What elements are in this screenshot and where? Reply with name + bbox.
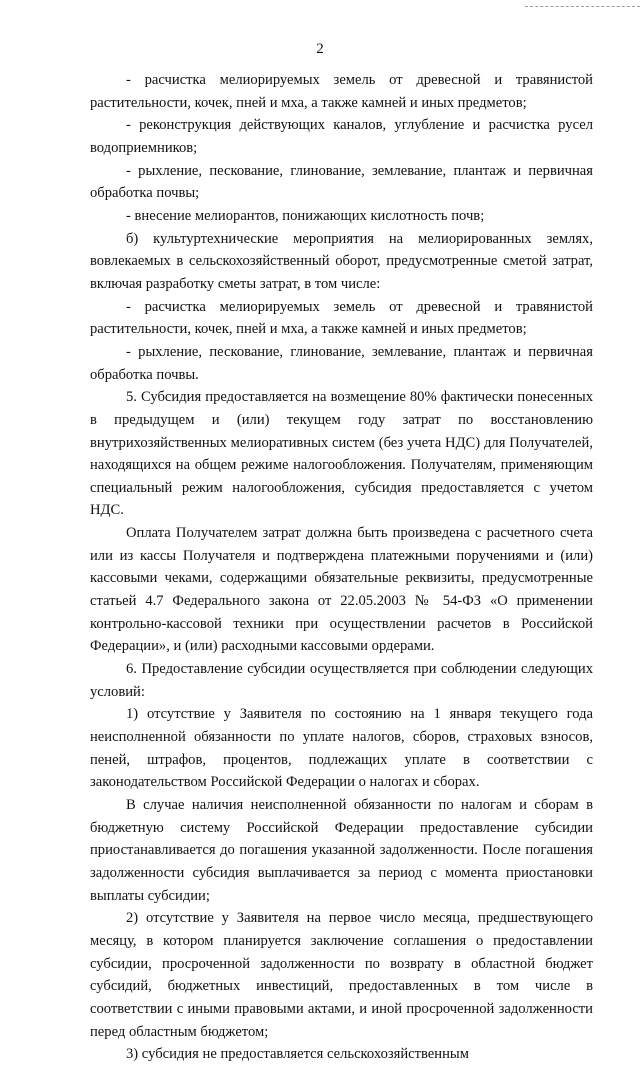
paragraph-soil-treatment-1: - рыхление, пескование, глинование, землевание, плантаж и первичная обработка почвы; <box>90 162 593 202</box>
paragraph-section-6: 6. Предоставление субсидии осуществляется при соблюдении следующих условий: <box>90 661 593 700</box>
document-body <box>90 69 593 1066</box>
paragraph-section-5: 5. Субсидия предоставляется на возмещение 80% фактически понесенных в предыдущем и (или) текущем году затрат по восстановлению внутрихозяйственных мелиоративных систем (без учета НДС) для Получателей, находящихся на общем режиме налогообложения. Получателям, применяющим специальный режим налогообложения, субсидия предоставляется с учетом НДС. <box>90 389 593 519</box>
paragraph-condition-2: 2) отсутствие у Заявителя на первое число месяца, предшествующего месяцу, в котором планируется заключение соглашения о предоставлении субсидии, просроченной задолженности по возврату в областной бюджет субсидий, бюджетных инвестиций, предоставленных в том числе в соответствии с иными правовыми актами, и иной просроченной задолженности перед областным бюджетом; <box>90 910 593 1040</box>
paragraph-clearing-1: - расчистка мелиорируемых земель от древесной и травянистой растительности, кочек, пней и мха, а также камней и иных предметов; <box>90 72 593 111</box>
paragraph-ameliorants: - внесение мелиорантов, понижающих кислотность почв; <box>126 207 485 224</box>
top-edge-rule <box>525 6 640 7</box>
paragraph-condition-1: 1) отсутствие у Заявителя по состоянию на 1 января текущего года неисполненной обязанности по уплате налогов, сборов, страховых взносов, пеней, штрафов, процентов, подлежащих уплате в соответствии с законодательством Российской Федерации о налогах и сборах. <box>90 706 593 791</box>
paragraph-soil-treatment-2: - рыхление, пескование, глинование, землевание, плантаж и первичная обработка почвы. <box>90 343 593 383</box>
paragraph-reconstruction: - реконструкция действующих каналов, углубление и расчистка русел водоприемников; <box>90 117 593 156</box>
paragraph-payment: Оплата Получателем затрат должна быть произведена с расчетного счета или из кассы Получателя и подтверждена платежными поручениями и (или) кассовыми чеками, содержащими обязательные реквизиты, предусмотренные статьей 4.7 Федерального закона от 22.05.2003 № 54-ФЗ «О применении контрольно-кассовой техники при осуществлении расчетов в Российской Федерации», и (или) расходными кассовыми ордерами. <box>90 525 593 655</box>
paragraph-tax-debt: В случае наличия неисполненной обязанности по налогам и сборам в бюджетную систему Российской Федерации предоставление субсидии приостанавливается до погашения указанной задолженности. После погашения задолженности субсидия выплачивается за период с момента приостановки выплаты субсидии; <box>90 797 593 904</box>
paragraph-clearing-2: - расчистка мелиорируемых земель от древесной и травянистой растительности, кочек, пней и мха, а также камней и иных предметов; <box>90 298 593 338</box>
page-number: 2 <box>316 41 324 57</box>
paragraph-condition-3: 3) субсидия не предоставляется сельскохозяйственным <box>126 1046 469 1063</box>
paragraph-item-b: б) культуртехнические мероприятия на мелиорированных землях, вовлекаемых в сельскохозяйственный оборот, предусмотренные сметой затрат, включая разработку сметы затрат, в том числе: <box>90 230 593 292</box>
